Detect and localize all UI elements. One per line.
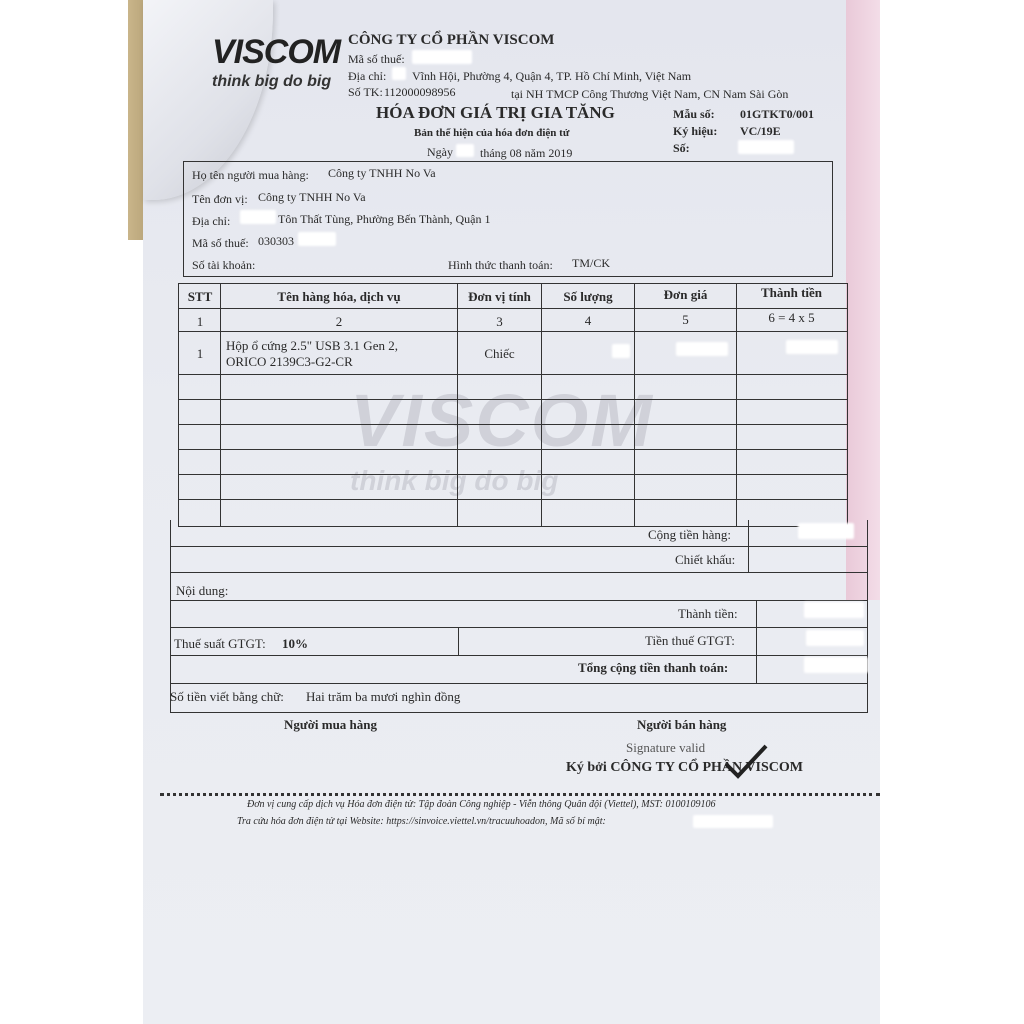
footer-divider bbox=[160, 793, 880, 796]
redaction bbox=[806, 630, 864, 646]
table-row-line bbox=[179, 499, 847, 500]
buyer-address: Tôn Thất Tùng, Phường Bến Thành, Quận 1 bbox=[278, 212, 491, 226]
totals-divider bbox=[458, 627, 459, 655]
symbol-value: VC/19E bbox=[740, 124, 781, 138]
payment-label: Hình thức thanh toán: bbox=[448, 258, 553, 272]
company-bank: tại NH TMCP Công Thương Việt Nam, CN Nam Sài Gòn bbox=[511, 87, 789, 101]
item-stt: 1 bbox=[196, 346, 204, 361]
company-account: 112000098956 bbox=[384, 85, 456, 99]
buyer-name: Công ty TNHH No Va bbox=[328, 166, 436, 180]
table-row-line bbox=[179, 331, 847, 332]
invoice-title: HÓA ĐƠN GIÁ TRỊ GIA TĂNG bbox=[376, 103, 615, 122]
table-row-line bbox=[179, 449, 847, 450]
in-words-label: Số tiền viết bằng chữ: bbox=[170, 689, 284, 704]
buyer-unit-label: Tên đơn vị: bbox=[192, 192, 248, 206]
item-name-line2: ORICO 2139C3-G2-CR bbox=[226, 354, 353, 369]
company-account-label: Số TK: bbox=[348, 85, 383, 99]
buyer-address-label: Địa chỉ: bbox=[192, 214, 231, 228]
totals-divider bbox=[756, 600, 757, 683]
index-cell: 6 = 4 x 5 bbox=[768, 310, 815, 325]
totals-row-line bbox=[171, 627, 867, 628]
redaction bbox=[786, 340, 838, 354]
redaction bbox=[738, 140, 794, 154]
symbol-label: Ký hiệu: bbox=[673, 124, 718, 138]
invoice-date-prefix: Ngày bbox=[427, 145, 453, 159]
discount-label: Chiết khấu: bbox=[675, 552, 736, 567]
index-cell: 5 bbox=[682, 312, 689, 327]
viscom-logo: VISCOM bbox=[212, 33, 341, 71]
buyer-account-label: Số tài khoản: bbox=[192, 258, 256, 272]
redaction bbox=[456, 144, 474, 157]
table-row-line bbox=[179, 424, 847, 425]
table-row-line bbox=[179, 474, 847, 475]
redaction bbox=[412, 50, 472, 64]
redaction bbox=[392, 67, 406, 80]
header-unit: Đơn vị tính bbox=[468, 289, 531, 304]
subtotal-label: Cộng tiền hàng: bbox=[648, 527, 732, 542]
form-value: 01GTKT0/001 bbox=[740, 107, 815, 121]
header-quantity: Số lượng bbox=[563, 289, 613, 304]
redaction bbox=[804, 657, 868, 673]
invoice-date: tháng 08 năm 2019 bbox=[480, 146, 573, 160]
checkmark-icon bbox=[722, 742, 770, 782]
item-unit: Chiếc bbox=[484, 346, 515, 361]
header-item-name: Tên hàng hóa, dịch vụ bbox=[277, 289, 401, 304]
header-stt: STT bbox=[187, 289, 213, 304]
grand-total-label: Tổng cộng tiền thanh toán: bbox=[578, 660, 729, 675]
table-row-line bbox=[179, 399, 847, 400]
invoice-subtitle: Bản thể hiện của hóa đơn điện tử bbox=[414, 127, 570, 139]
totals-row-line bbox=[171, 655, 867, 656]
totals-row-line bbox=[171, 600, 867, 601]
header-unit-price: Đơn giá bbox=[663, 287, 708, 302]
redaction bbox=[676, 342, 728, 356]
watermark-logo: VISCOM bbox=[350, 379, 654, 462]
content-label: Nội dung: bbox=[176, 583, 229, 598]
index-cell: 2 bbox=[335, 314, 343, 329]
buyer-unit: Công ty TNHH No Va bbox=[258, 190, 366, 204]
company-name: CÔNG TY CỔ PHẦN VISCOM bbox=[348, 32, 555, 48]
totals-row-line bbox=[171, 546, 867, 547]
signed-by-text: Ký bởi CÔNG TY CỔ PHẦN VISCOM bbox=[566, 760, 803, 775]
signature-valid-text: Signature valid bbox=[626, 740, 706, 755]
buyer-tax-label: Mã số thuế: bbox=[192, 236, 249, 250]
vat-rate-value: 10% bbox=[282, 636, 308, 651]
redaction bbox=[804, 602, 864, 618]
photo-background-right bbox=[880, 0, 1024, 1024]
header-amount: Thành tiền bbox=[760, 285, 823, 300]
redaction bbox=[240, 210, 276, 224]
index-cell: 4 bbox=[584, 313, 592, 328]
seller-signature-label: Người bán hàng bbox=[637, 717, 727, 732]
redaction bbox=[612, 344, 630, 358]
buyer-name-label: Họ tên người mua hàng: bbox=[192, 168, 309, 182]
company-address-label: Địa chỉ: bbox=[348, 69, 387, 83]
in-words-value: Hai trăm ba mươi nghìn đồng bbox=[306, 689, 461, 704]
totals-box bbox=[170, 520, 868, 713]
logo-slogan: think big do big bbox=[212, 73, 332, 90]
totals-row-line bbox=[171, 683, 867, 684]
table-row-line bbox=[179, 308, 847, 309]
pink-sheet-edge bbox=[846, 0, 880, 600]
vat-rate-label: Thuế suất GTGT: bbox=[174, 636, 266, 651]
redaction bbox=[693, 815, 773, 828]
footer-provider: Đơn vị cung cấp dịch vụ Hóa đơn điện tử: Tập đoàn Công nghiệp - Viễn thông Quân đội (Viettel), MST: 0100109106 bbox=[247, 799, 716, 810]
form-label: Mẫu số: bbox=[673, 107, 715, 121]
table-row-line bbox=[179, 374, 847, 375]
footer-lookup: Tra cứu hóa đơn điện tử tại Website: https://sinvoice.viettel.vn/tracuuhoadon, Mã số bí mật: bbox=[237, 816, 606, 827]
item-name-line1: Hộp ổ cứng 2.5" USB 3.1 Gen 2, bbox=[226, 338, 398, 353]
amount-label: Thành tiền: bbox=[678, 606, 738, 621]
company-address: Vĩnh Hội, Phường 4, Quận 4, TP. Hồ Chí Minh, Việt Nam bbox=[412, 69, 692, 83]
buyer-tax: 030303 bbox=[258, 234, 294, 248]
index-cell: 1 bbox=[196, 314, 204, 329]
buyer-signature-label: Người mua hàng bbox=[284, 717, 378, 732]
photo-background-left bbox=[0, 0, 143, 1024]
index-cell: 3 bbox=[496, 314, 503, 329]
company-tax-label: Mã số thuế: bbox=[348, 52, 405, 66]
payment-value: TM/CK bbox=[572, 256, 611, 270]
watermark-slogan: think big do big bbox=[350, 465, 559, 496]
redaction bbox=[798, 523, 854, 539]
redaction bbox=[298, 232, 336, 246]
vat-amount-label: Tiền thuế GTGT: bbox=[645, 633, 735, 648]
totals-row-line bbox=[171, 572, 867, 573]
number-label: Số: bbox=[673, 141, 690, 155]
